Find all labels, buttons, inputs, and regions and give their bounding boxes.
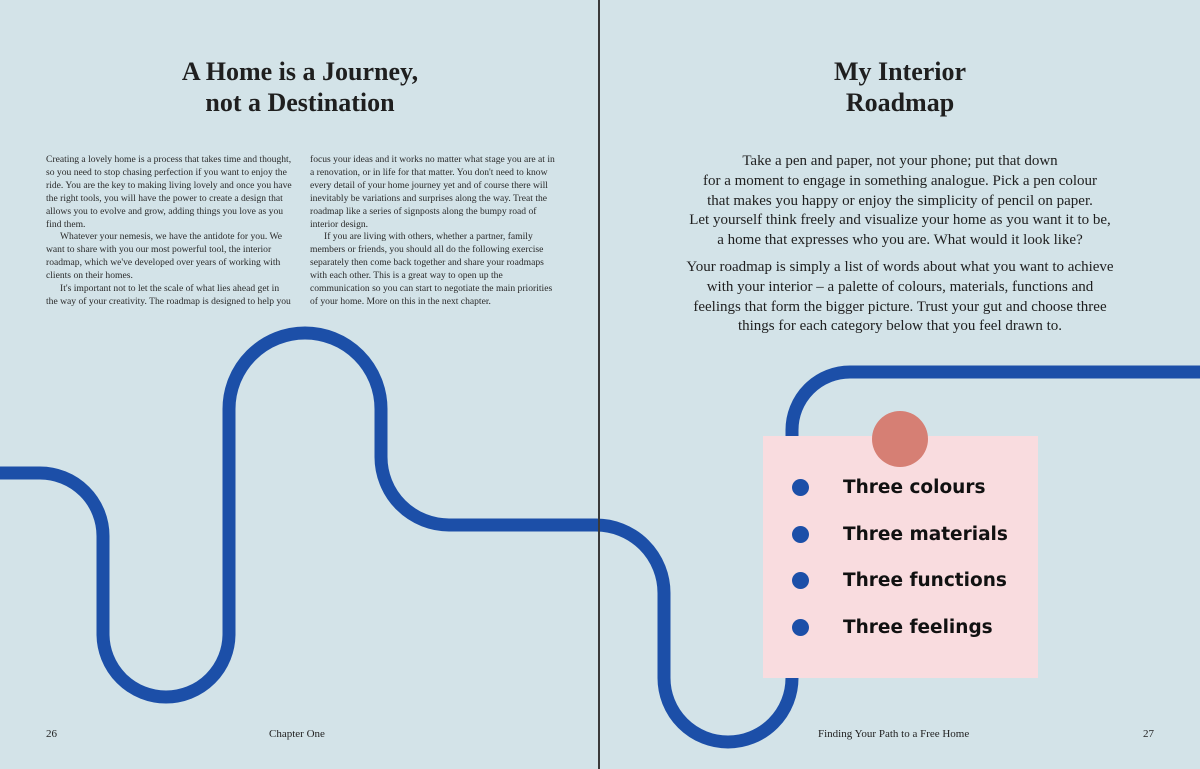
page-number-left: 26	[46, 728, 57, 740]
paragraph: Creating a lovely home is a process that takes time and thought, so you need to stop chasing perfection if you want to enjoy the ride. You are the key to making living lovely and once you have the right tools, you will have the power to create a design that allows you to evolve and grow, adding things you love as you find them.	[46, 154, 292, 230]
paragraph: If you are living with others, whether a partner, family members or friends, you should all do the following exercise separately then come back together and share your roadmaps with each other. This is a great way to open up the communication so you can start to negotiate the main priorities of your home. More on this in the next chapter.	[310, 231, 553, 307]
intro-paragraph-1	[670, 152, 1130, 251]
item-label: Three materials	[843, 523, 1008, 545]
left-page	[0, 0, 599, 769]
intro-line: feelings that form the bigger picture. Trust your gut and choose three	[693, 298, 1107, 315]
intro-line: things for each category below that you feel drawn to.	[737, 318, 1063, 335]
intro-line: Your roadmap is simply a list of words about what you want to achieve	[686, 259, 1114, 275]
list-item	[763, 569, 1038, 616]
intro-paragraph-2	[670, 258, 1130, 337]
intro-line: Let yourself think freely and visualize your home as you want it to be,	[689, 212, 1111, 229]
intro-line: that makes you happy or enjoy the simplicity of pencil on paper.	[707, 192, 1093, 209]
left-title-line-2: not a Destination	[205, 88, 395, 117]
pin-icon	[872, 411, 928, 467]
roadmap-checklist	[763, 476, 1038, 663]
body-column-2	[310, 154, 556, 309]
left-page-title	[50, 56, 550, 118]
right-title-line-1: My Interior	[833, 57, 967, 86]
left-title-line-1: A Home is a Journey,	[181, 57, 419, 86]
paragraph: Whatever your nemesis, we have the antidote for you. We want to share with you our most powerful tool, the interior roadmap, which we've developed over years of working with clients on their homes.	[46, 231, 283, 282]
item-label: Three functions	[843, 570, 1007, 592]
bullet-dot-icon	[792, 526, 809, 543]
body-column-1	[46, 154, 292, 309]
roadmap-card	[763, 436, 1038, 678]
item-label: Three feelings	[843, 617, 993, 639]
running-head-right: Finding Your Path to a Free Home	[818, 728, 970, 740]
intro-line: Take a pen and paper, not your phone; put that down	[742, 153, 1058, 169]
item-label: Three colours	[843, 477, 986, 498]
paragraph: It's important not to let the scale of what lies ahead get in the way of your creativity. The roadmap is designed to help you	[46, 283, 291, 307]
page-number-right: 27	[1143, 728, 1154, 740]
bullet-dot-icon	[792, 619, 809, 636]
list-item	[763, 616, 1038, 663]
running-head-left: Chapter One	[269, 728, 325, 740]
paragraph: focus your ideas and it works no matter what stage you are at in a renovation, or in life for that matter. You don't need to know every detail of your home journey yet and of course there will inevitably be variations and surprises along the way. Treat the roadmap like a series of signposts along the bumpy road of interior design.	[310, 154, 555, 230]
intro-line: a home that expresses who you are. What would it look like?	[717, 232, 1083, 249]
right-page-title	[800, 56, 1000, 118]
intro-line: with your interior – a palette of colours, materials, functions and	[706, 278, 1094, 295]
bullet-dot-icon	[792, 479, 809, 496]
list-item	[763, 476, 1038, 523]
right-page	[600, 0, 1200, 769]
list-item	[763, 523, 1038, 570]
intro-line: for a moment to engage in something analogue. Pick a pen colour	[702, 172, 1098, 189]
bullet-dot-icon	[792, 572, 809, 589]
right-title-line-2: Roadmap	[845, 88, 955, 117]
